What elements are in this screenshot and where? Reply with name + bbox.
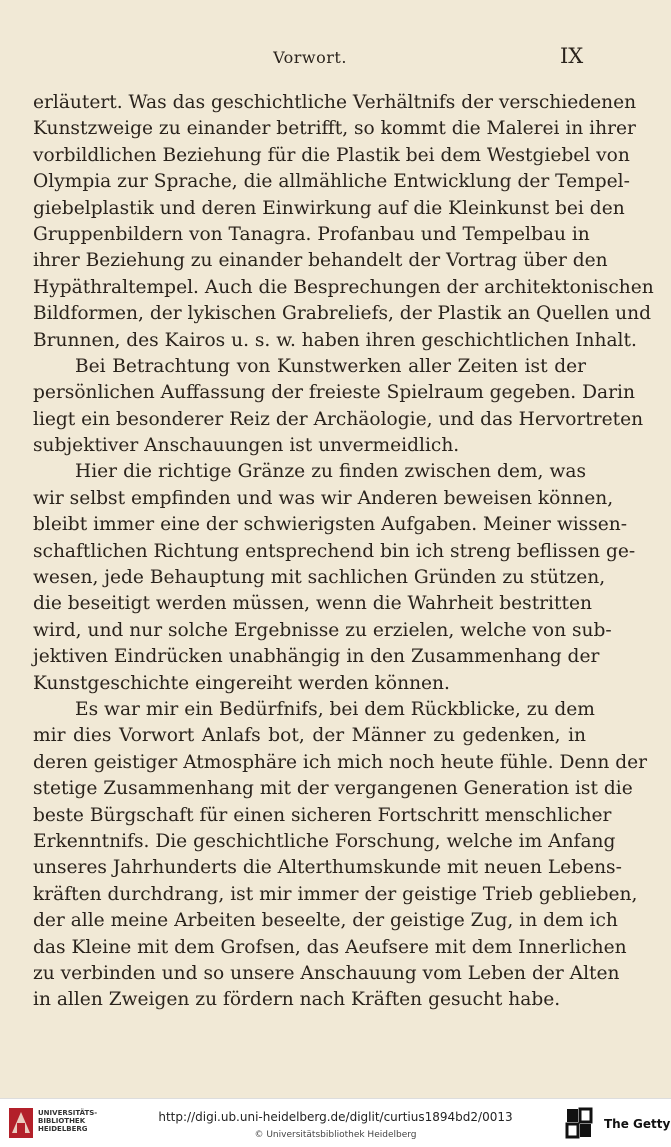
text-line: beste Bürgschaft für einen sicheren Fortschritt menschlicher (33, 804, 612, 826)
text-line: Brunnen, des Kairos u. s. w. haben ihren geschichtlichen Inhalt. (33, 329, 637, 351)
text-line: wesen, jede Behauptung mit sachlichen Gründen zu stützen, (33, 567, 606, 589)
text-line: Bei Betrachtung von Kunstwerken aller Zeiten ist der (75, 355, 586, 377)
running-head (0, 44, 671, 74)
body-text (33, 90, 654, 1014)
text-line: Hier die richtige Gränze zu finden zwischen dem, was (75, 461, 586, 483)
text-line: liegt ein besonderer Reiz der Archäologie, und das Hervortreten (33, 408, 644, 430)
text-line: die beseitigt werden müssen, wenn die Wahrheit bestritten (33, 593, 592, 615)
text-line: Olympia zur Sprache, die allmähliche Entwicklung der Tempel- (33, 171, 630, 193)
text-line: Bildformen, der lykischen Grabreliefs, der Plastik an Quellen und (33, 303, 652, 325)
permalink-url[interactable]: http://digi.ub.uni-heidelberg.de/diglit/curtius1894bd2/0013 (158, 1110, 513, 1124)
paragraph (33, 354, 644, 460)
text-line: bleibt immer eine der schwierigsten Aufgaben. Meiner wissen- (33, 514, 628, 536)
text-line: der alle meine Arbeiten beseelte, der geistige Zug, in dem ich (33, 910, 618, 932)
library-line: HEIDELBERG (38, 1125, 88, 1133)
text-line: stetige Zusammenhang mit der vergangenen Generation ist die (33, 778, 633, 800)
text-line: wir selbst empfinden und was wir Anderen beweisen können, (33, 487, 614, 509)
text-line: Hypäthraltempel. Auch die Besprechungen der architektonischen (33, 276, 654, 298)
text-line: in allen Zweigen zu fördern nach Kräften gesucht habe. (33, 989, 561, 1011)
text-line: Gruppenbildern von Tanagra. Profanbau und Tempelbau in (33, 223, 590, 245)
text-line: Es war mir ein Bedürfnifs, bei dem Rückblicke, zu dem (75, 698, 595, 720)
text-line: mir dies Vorwort Anlafs bot, der Männer zu gedenken, in (33, 725, 586, 747)
text-line: persönlichen Auffassung der freieste Spielraum gegeben. Darin (33, 382, 635, 404)
text-line: schaftlichen Richtung entsprechend bin ich streng beflissen ge- (33, 540, 636, 562)
text-line: subjektiver Anschauungen ist unvermeidlich. (33, 435, 460, 457)
text-line: erläutert. Was das geschichtliche Verhältnifs der verschiedenen (33, 92, 637, 113)
text-line: deren geistiger Atmosphäre ich mich noch heute fühle. Denn der (33, 751, 648, 773)
copyright-notice: © Universitätsbibliothek Heidelberg (254, 1130, 417, 1140)
text-line: unseres Jahrhunderts die Alterthumskunde mit neuen Lebens- (33, 857, 622, 879)
getty-logo-icon (565, 1107, 593, 1139)
library-line: BIBLIOTHEK (38, 1117, 86, 1125)
text-line: vorbildlichen Beziehung für die Plastik bei dem Westgiebel von (33, 144, 630, 166)
text-line: giebelplastik und deren Einwirkung auf die Kleinkunst bei den (33, 197, 625, 219)
paragraph (33, 459, 636, 697)
text-line: wird, und nur solche Ergebnisse zu erzielen, welche von sub- (33, 619, 612, 641)
getty-label: The Getty (604, 1117, 671, 1131)
text-line: ihrer Beziehung zu einander behandelt der Vortrag über den (33, 250, 608, 272)
text-line: Erkenntnifs. Die geschichtliche Forschung, welche im Anfang (33, 830, 616, 852)
text-line: zu verbinden und so unsere Anschauung vom Leben der Alten (33, 962, 620, 984)
text-line: jektiven Eindrücken unabhängig in den Zusammenhang der (33, 646, 600, 668)
text-line: das Kleine mit dem Grofsen, das Aeufsere mit dem Innerlichen (33, 936, 627, 958)
paragraph (33, 697, 648, 1014)
text-line: Kunstgeschichte eingereiht werden können. (33, 672, 450, 694)
running-head-title: Vorwort. (273, 48, 347, 67)
text-line: Kunstzweige zu einander betrifft, so kommt die Malerei in ihrer (33, 118, 636, 140)
footer-bar (0, 1098, 671, 1147)
text-line: kräften durchdrang, ist mir immer der geistige Trieb geblieben, (33, 883, 638, 905)
library-line: UNIVERSITÄTS- (38, 1109, 98, 1117)
paragraph (33, 90, 654, 354)
page-number: IX (560, 44, 584, 68)
